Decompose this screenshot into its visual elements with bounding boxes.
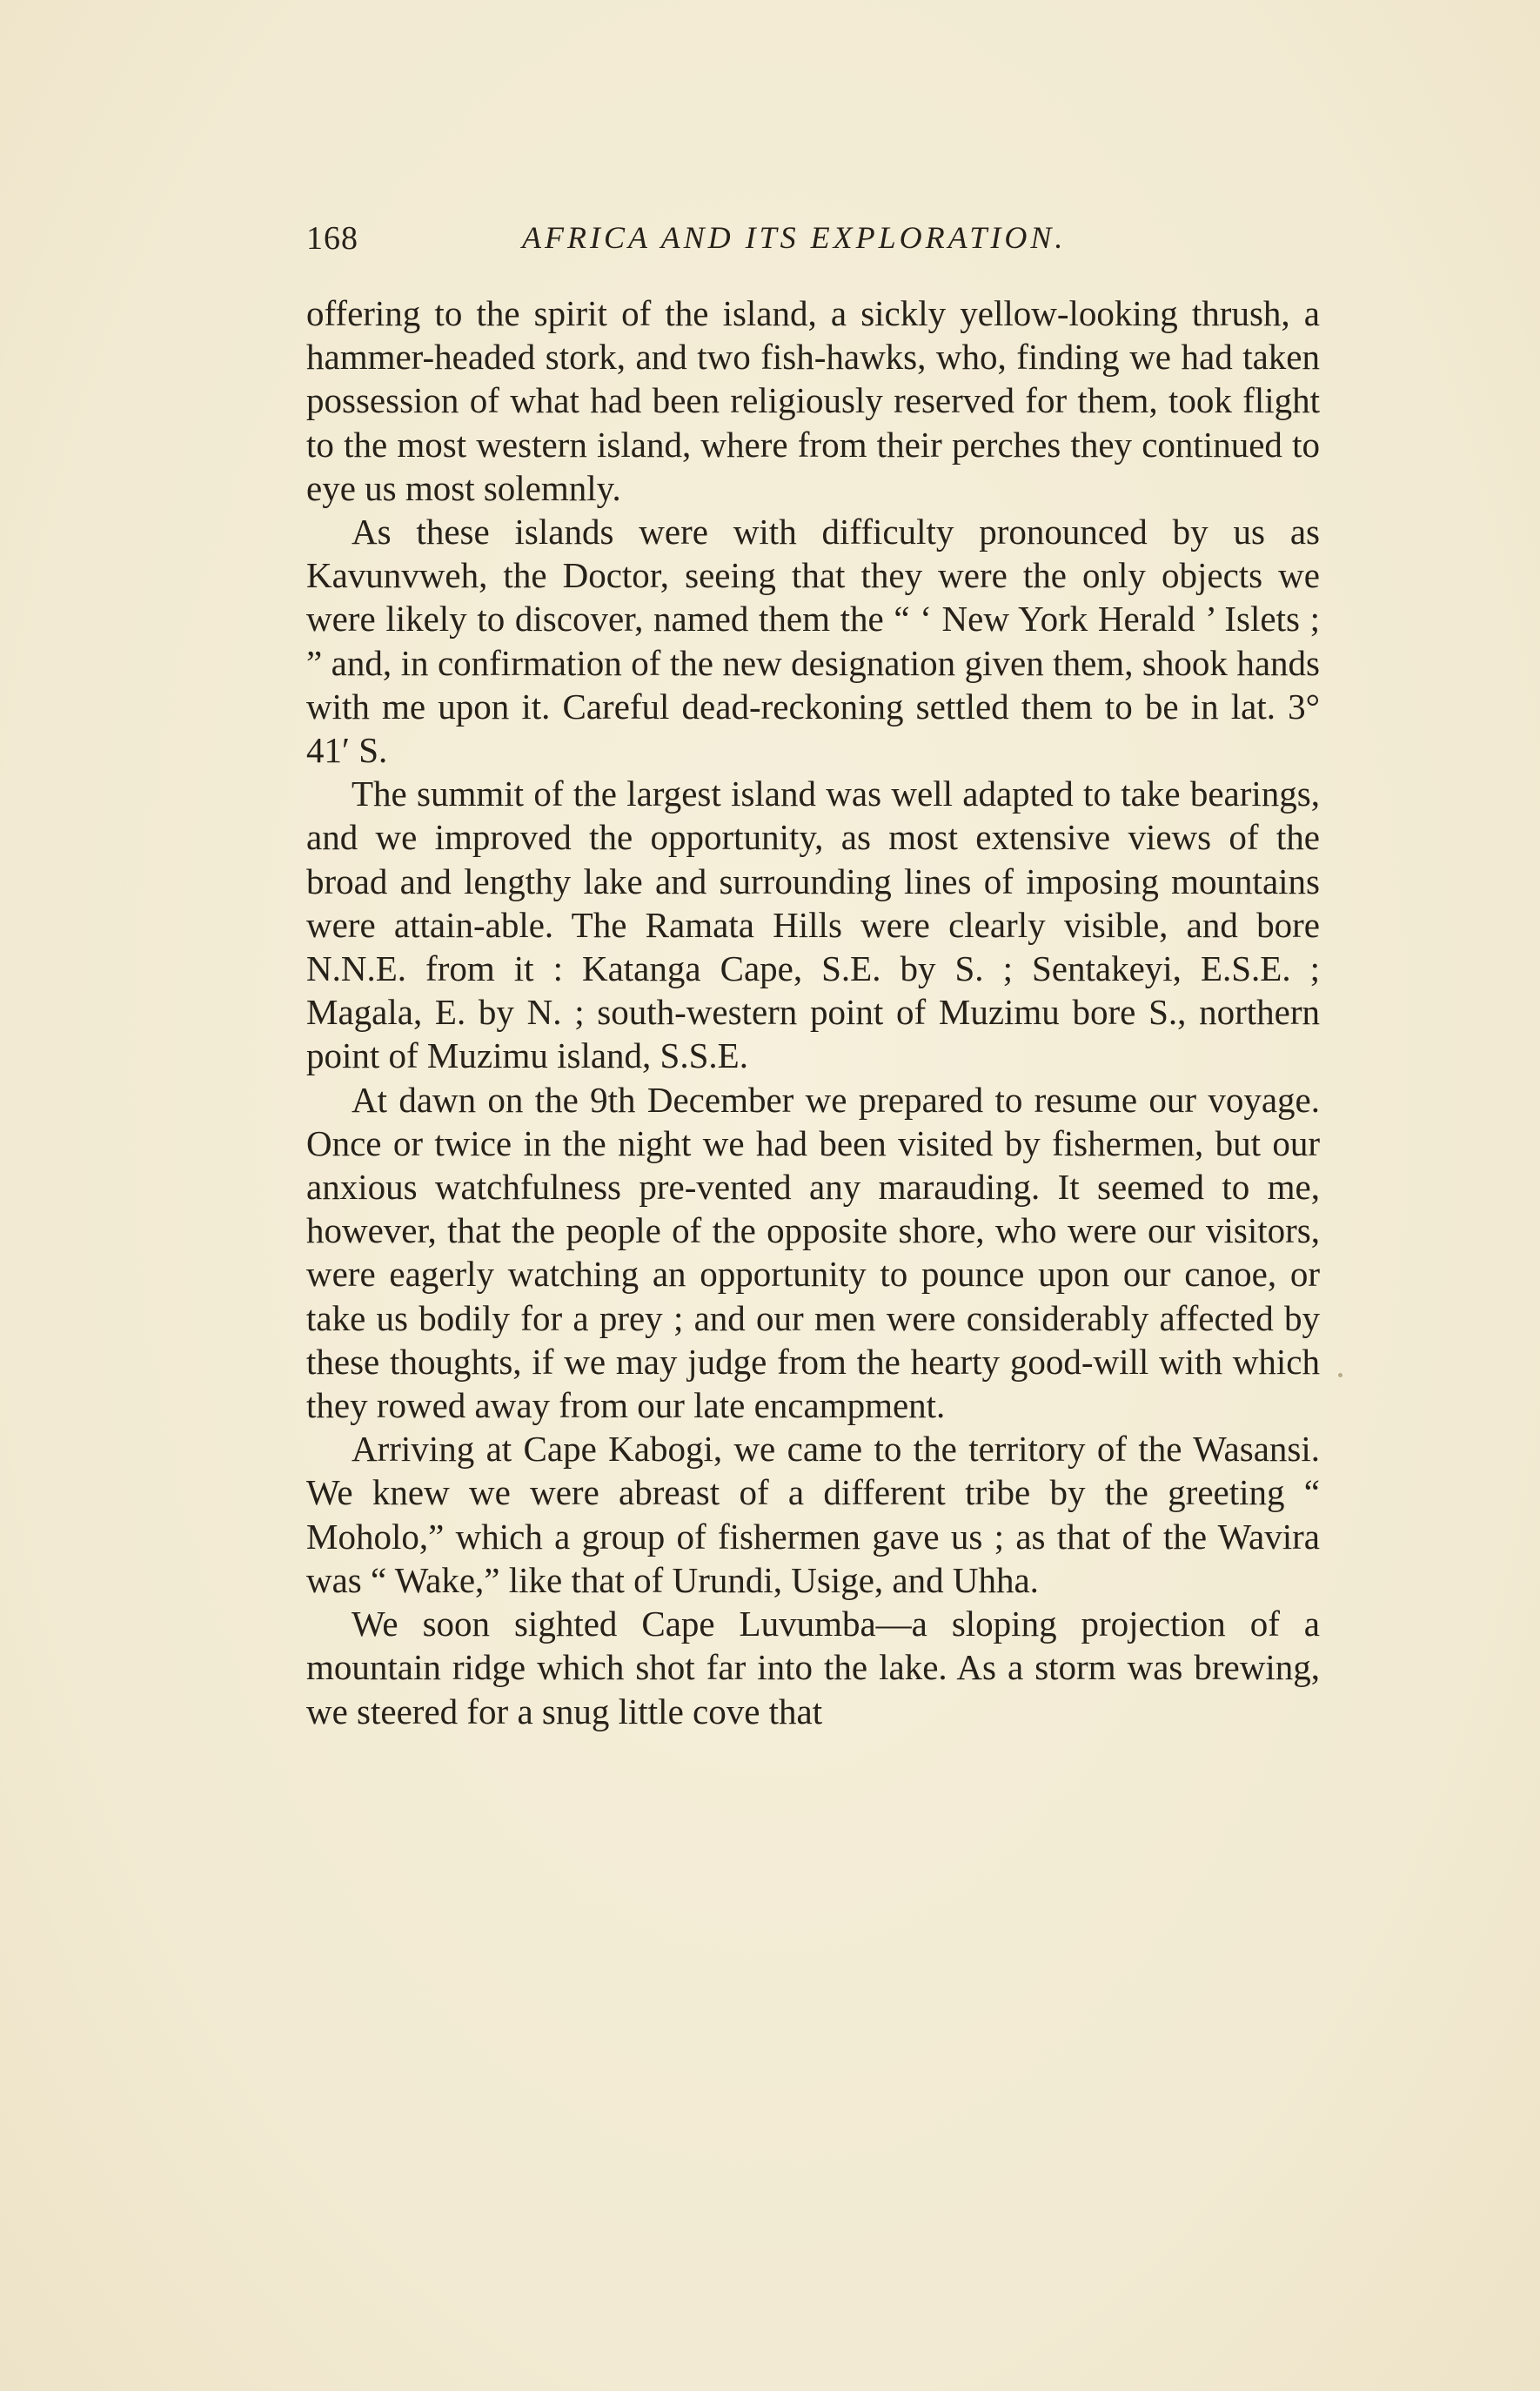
running-title: AFRICA AND ITS EXPLORATION. (522, 220, 1067, 255)
paragraph-cape-luvumba: We soon sighted Cape Luvumba—a sloping projection of a mountain ridge which shot far into the lake. As a storm was brewing, we steered for a snug little cove that (306, 1604, 1320, 1731)
body-text (306, 291, 1320, 1733)
paragraph-islets-naming: As these islands were with difficulty pronounced by us as Kavunvweh, the Doctor, seeing that they were the only objects we were likely to discover, named them the “ ‘ New York Herald ’ Islets ; ” and, in confirmation of the new designation given them, shook hands with me upon it. Careful dead-reckoning settled them to be in lat. 3° 41′ S. (306, 512, 1320, 771)
paragraph-continued: offering to the spirit of the island, a sickly yellow-looking thrush, a hammer-headed stork, and two fish-hawks, who, finding we had taken possession of what had been religiously reserved for them, took flight to the most western island, where from their perches they continued to eye us most solemnly. (306, 293, 1320, 508)
page-header (306, 219, 1320, 263)
page-number: 168 (306, 220, 358, 257)
paragraph-dawn-departure: At dawn on the 9th December we prepared to resume our voyage. Once or twice in the night we had been visited by fishermen, but our anxious watchfulness pre-vented any marauding. It seemed to me, however, that the people of the opposite shore, who were our visitors, were eagerly watching an opportunity to pounce upon our canoe, or take us bodily for a prey ; and our men were considerably affected by these thoughts, if we may judge from the hearty good-will with which they rowed away from our late encampment. (306, 1079, 1320, 1426)
margin-speck (1338, 1373, 1342, 1377)
paragraph-bearings: The summit of the largest island was well adapted to take bearings, and we improved the opportunity, as most extensive views of the broad and lengthy lake and surrounding lines of imposing mountains were attain-able. The Ramata Hills were clearly visible, and bore N.N.E. from it : Katanga Cape, S.E. by S. ; Sentakeyi, E.S.E. ; Magala, E. by N. ; south-western point of Muzimu bore S., northern point of Muzimu island, S.S.E. (306, 774, 1320, 1076)
paragraph-cape-kabogi: Arriving at Cape Kabogi, we came to the territory of the Wasansi. We knew we were abreast of a different tribe by the greeting “ Moholo,” which a group of fishermen gave us ; as that of the Wavira was “ Wake,” like that of Urundi, Usige, and Uhha. (306, 1429, 1320, 1600)
